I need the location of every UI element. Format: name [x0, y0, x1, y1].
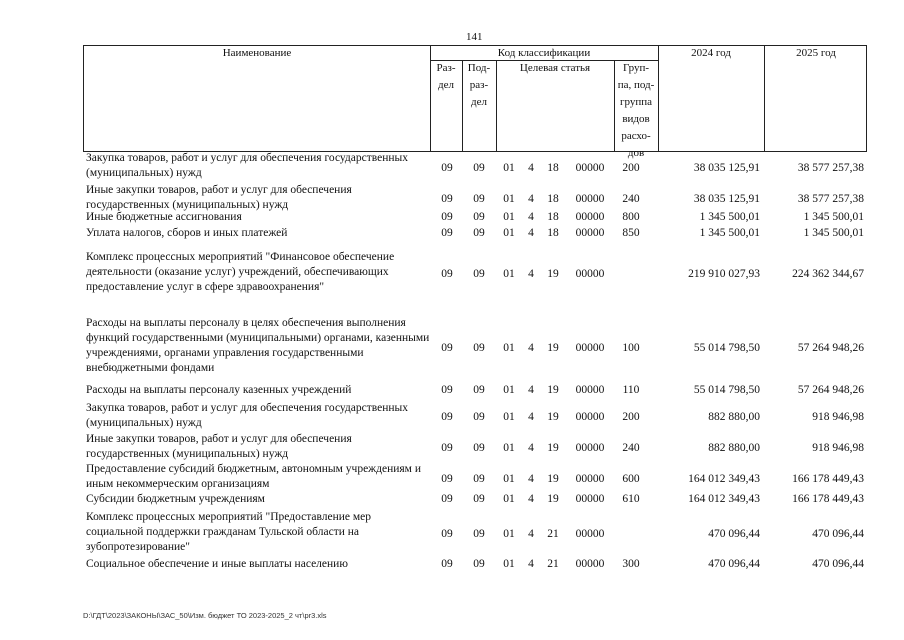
table-row [0, 401, 904, 432]
cell-t4: 00000 [575, 558, 605, 570]
header-2025: 2025 год [796, 47, 836, 59]
cell-g: 850 [622, 227, 640, 239]
cell-t2: 4 [528, 161, 534, 174]
cell-r: 09 [441, 161, 453, 174]
cell-t4: 00000 [575, 341, 605, 354]
cell-v2024: 1 345 500,01 [699, 227, 760, 239]
cell-t3: 19 [547, 442, 559, 454]
cell-t4: 00000 [575, 442, 605, 454]
cell-t1: 01 [503, 528, 515, 540]
cell-g: 240 [622, 193, 640, 205]
cell-p: 09 [473, 472, 485, 485]
cell-v2024: 164 012 349,43 [688, 472, 760, 485]
cell-t2: 4 [528, 442, 534, 454]
cell-t3: 19 [547, 493, 559, 505]
cell-t1: 01 [503, 268, 515, 280]
header-razdel: Раз- дел [436, 62, 456, 91]
cell-v2024: 882 880,00 [708, 411, 760, 423]
cell-v2025: 224 362 344,67 [792, 268, 864, 280]
cell-t4: 00000 [575, 411, 605, 423]
cell-g: 600 [622, 472, 640, 485]
row-name: Предоставление субсидий бюджетным, автономным учреждениям и иным некоммерческим организациям [86, 463, 421, 490]
table-row [0, 462, 904, 494]
cell-g: 240 [622, 442, 640, 454]
cell-t3: 18 [547, 193, 559, 205]
cell-t1: 01 [503, 472, 515, 485]
cell-p: 09 [473, 161, 485, 174]
table-row [0, 492, 904, 507]
cell-v2025: 470 096,44 [812, 558, 864, 570]
cell-p: 09 [473, 493, 485, 505]
cell-r: 09 [441, 211, 453, 223]
cell-t2: 4 [528, 268, 534, 280]
header-2024: 2024 год [691, 47, 731, 59]
cell-r: 09 [441, 558, 453, 570]
row-name: Закупка товаров, работ и услуг для обеспечения государственных (муниципальных) нужд [86, 402, 409, 429]
table-row [0, 151, 904, 183]
cell-t1: 01 [503, 341, 515, 354]
cell-g: 300 [622, 558, 640, 570]
header-target: Целевая статья [519, 62, 591, 74]
cell-t4: 00000 [575, 268, 605, 280]
cell-p: 09 [473, 341, 485, 354]
cell-t1: 01 [503, 442, 515, 454]
cell-t3: 19 [547, 384, 559, 396]
cell-t1: 01 [503, 211, 515, 223]
cell-p: 09 [473, 227, 485, 239]
cell-r: 09 [441, 193, 453, 205]
cell-v2024: 55 014 798,50 [693, 341, 760, 354]
cell-t3: 18 [547, 161, 559, 174]
cell-v2024: 882 880,00 [708, 442, 760, 454]
cell-v2024: 38 035 125,91 [693, 193, 760, 205]
cell-p: 09 [473, 211, 485, 223]
cell-t4: 00000 [575, 211, 605, 223]
cell-t3: 18 [547, 227, 559, 239]
cell-t2: 4 [528, 227, 534, 239]
table-row [0, 557, 904, 572]
cell-v2025: 166 178 449,43 [792, 472, 864, 485]
cell-r: 09 [441, 341, 453, 354]
cell-t2: 4 [528, 528, 534, 540]
cell-v2025: 166 178 449,43 [792, 493, 864, 505]
cell-r: 09 [441, 384, 453, 396]
cell-t3: 19 [547, 472, 559, 485]
cell-t1: 01 [503, 493, 515, 505]
cell-t1: 01 [503, 411, 515, 423]
cell-p: 09 [473, 268, 485, 280]
cell-p: 09 [473, 528, 485, 540]
cell-t2: 4 [528, 472, 534, 485]
cell-r: 09 [441, 442, 453, 454]
header-code: Код классификации [497, 47, 591, 59]
header-name: Наименование [222, 47, 292, 59]
cell-t2: 4 [528, 193, 534, 205]
cell-t3: 19 [547, 411, 559, 423]
file-path: D:\ГДТ\2023\ЗАКОНЫ\ЗАС_50\Изм. бюджет ТО 2023-2025_2 чт\pr3.xls [83, 611, 327, 620]
cell-p: 09 [473, 442, 485, 454]
cell-t2: 4 [528, 558, 534, 570]
table-row [0, 250, 904, 297]
cell-v2025: 918 946,98 [812, 411, 864, 423]
cell-t4: 00000 [575, 384, 605, 396]
cell-t4: 00000 [575, 193, 605, 205]
cell-t4: 00000 [575, 493, 605, 505]
cell-v2024: 164 012 349,43 [688, 493, 760, 505]
cell-t2: 4 [528, 411, 534, 423]
cell-v2025: 38 577 257,38 [797, 193, 864, 205]
header-podrazdel: Под- раз- дел [467, 62, 491, 108]
cell-g: 800 [622, 211, 640, 223]
cell-t4: 00000 [575, 472, 605, 485]
cell-p: 09 [473, 411, 485, 423]
row-name: Иные закупки товаров, работ и услуг для обеспечения государственных (муниципальных) нужд [86, 184, 352, 211]
cell-r: 09 [441, 411, 453, 423]
row-name: Комплекс процессных мероприятий "Предоставление мер социальной поддержки гражданам Тульской области на зубопротезирование" [86, 511, 372, 553]
cell-g: 200 [622, 161, 640, 174]
cell-t1: 01 [503, 227, 515, 239]
table-row [0, 210, 904, 225]
row-name: Иные закупки товаров, работ и услуг для обеспечения государственных (муниципальных) нужд [86, 433, 352, 460]
row-name: Иные бюджетные ассигнования [86, 211, 242, 223]
row-name: Уплата налогов, сборов и иных платежей [86, 227, 288, 239]
cell-v2025: 38 577 257,38 [797, 161, 864, 174]
row-name: Закупка товаров, работ и услуг для обеспечения государственных (муниципальных) нужд [86, 152, 409, 179]
cell-g: 200 [622, 411, 640, 423]
cell-t3: 21 [547, 558, 559, 570]
cell-t2: 4 [528, 493, 534, 505]
cell-t1: 01 [503, 161, 515, 174]
cell-r: 09 [441, 472, 453, 485]
cell-t1: 01 [503, 193, 515, 205]
row-name: Расходы на выплаты персоналу казенных учреждений [86, 384, 352, 396]
cell-t3: 21 [547, 528, 559, 540]
cell-t4: 00000 [575, 528, 605, 540]
cell-g: 610 [622, 493, 640, 505]
row-name: Расходы на выплаты персоналу в целях обеспечения выполнения функций государственными (муниципальными) органами, казенными учреждениями, органами управления государственными внебюджетными фондами [86, 317, 430, 374]
cell-v2024: 55 014 798,50 [693, 384, 760, 396]
cell-r: 09 [441, 493, 453, 505]
cell-t4: 00000 [575, 161, 605, 174]
cell-t2: 4 [528, 341, 534, 354]
table-row [0, 383, 904, 398]
cell-v2024: 470 096,44 [708, 558, 760, 570]
cell-t4: 00000 [575, 227, 605, 239]
cell-g: 100 [622, 341, 640, 354]
cell-t3: 19 [547, 268, 559, 280]
cell-v2025: 57 264 948,26 [797, 341, 864, 354]
table-header [83, 45, 867, 159]
cell-v2025: 470 096,44 [812, 528, 864, 540]
cell-t3: 18 [547, 211, 559, 223]
cell-v2024: 1 345 500,01 [699, 211, 760, 223]
row-name: Субсидии бюджетным учреждениям [86, 493, 265, 505]
cell-v2025: 57 264 948,26 [797, 384, 864, 396]
cell-t1: 01 [503, 558, 515, 570]
cell-t2: 4 [528, 211, 534, 223]
cell-p: 09 [473, 384, 485, 396]
cell-v2025: 918 946,98 [812, 442, 864, 454]
cell-t1: 01 [503, 384, 515, 396]
cell-t3: 19 [547, 341, 559, 354]
table-row [0, 510, 904, 557]
cell-t2: 4 [528, 384, 534, 396]
row-name: Комплекс процессных мероприятий "Финансовое обеспечение деятельности (оказание услуг) учреждений, обеспечивающих предоставление услуг в сфере здравоохранения" [86, 251, 395, 293]
row-name: Социальное обеспечение и иные выплаты населению [86, 558, 348, 570]
cell-v2024: 219 910 027,93 [688, 268, 760, 280]
cell-r: 09 [441, 268, 453, 280]
table-row [0, 316, 904, 378]
table-row [0, 226, 904, 241]
cell-r: 09 [441, 227, 453, 239]
cell-r: 09 [441, 528, 453, 540]
cell-v2025: 1 345 500,01 [803, 211, 864, 223]
page-number: 141 [466, 31, 483, 43]
header-group: Груп- па, под- группа видов расхо- дов [617, 62, 655, 159]
cell-v2024: 470 096,44 [708, 528, 760, 540]
cell-v2024: 38 035 125,91 [693, 161, 760, 174]
cell-v2025: 1 345 500,01 [803, 227, 864, 239]
cell-g: 110 [622, 384, 640, 396]
cell-p: 09 [473, 558, 485, 570]
table-row [0, 432, 904, 463]
cell-p: 09 [473, 193, 485, 205]
